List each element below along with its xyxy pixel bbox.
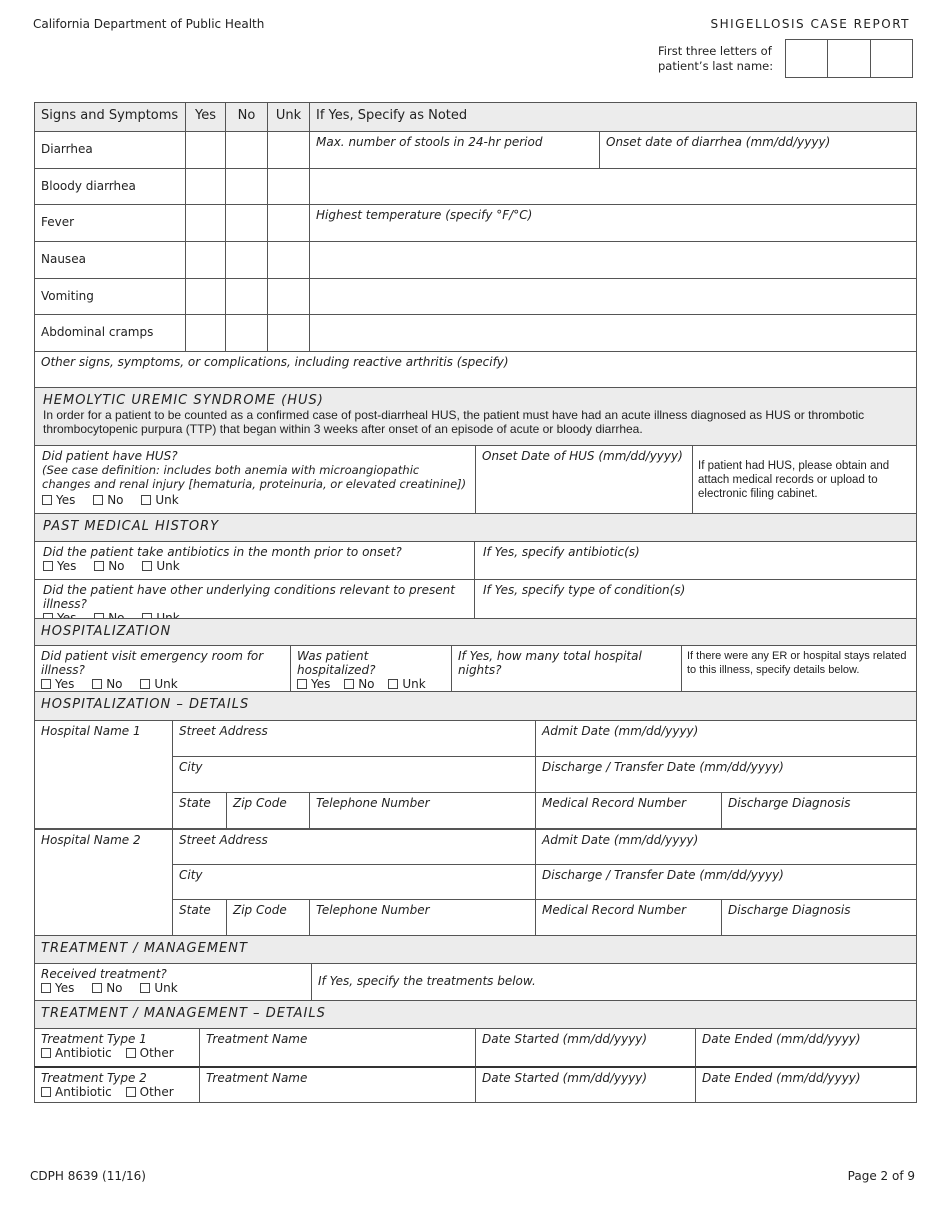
h2-zip-field[interactable]: Zip Code bbox=[226, 899, 310, 936]
t1-started-field[interactable]: Date Started (mm/dd/yyyy) bbox=[475, 1028, 696, 1067]
h1-phone-field[interactable]: Telephone Number bbox=[309, 792, 536, 829]
er-unk-checkbox[interactable] bbox=[140, 677, 177, 691]
symptom-fever: Fever bbox=[34, 204, 186, 242]
abdominal-cramps-yes-box[interactable] bbox=[185, 314, 226, 352]
symptom-bloody-diarrhea: Bloody diarrhea bbox=[34, 168, 186, 205]
max-stools-field[interactable]: Max. number of stools in 24-hr period bbox=[309, 131, 600, 169]
pmh-q1-options bbox=[43, 559, 466, 573]
hosp-no-checkbox[interactable] bbox=[344, 677, 374, 691]
h2-city-field[interactable]: City bbox=[172, 864, 536, 900]
hospital-name-1[interactable]: Hospital Name 1 bbox=[34, 720, 173, 829]
hosp-admit-question: Was patient hospitalized? bbox=[297, 649, 376, 677]
treatment-no-checkbox[interactable] bbox=[92, 981, 122, 995]
h1-discharge-field[interactable]: Discharge / Transfer Date (mm/dd/yyyy) bbox=[535, 756, 917, 793]
nausea-no-box[interactable] bbox=[225, 241, 268, 279]
hosp-admit-cell bbox=[290, 645, 452, 692]
pmh-condition-field[interactable]: If Yes, specify type of condition(s) bbox=[474, 579, 917, 619]
treatment-received-cell bbox=[34, 963, 312, 1001]
pmh-q1: Did the patient take antibiotics in the month prior to onset? bbox=[43, 545, 402, 559]
letter-box-2[interactable] bbox=[828, 40, 870, 77]
pmh-title: PAST MEDICAL HISTORY bbox=[34, 513, 917, 542]
nausea-yes-box[interactable] bbox=[185, 241, 226, 279]
t1-ended-field[interactable]: Date Ended (mm/dd/yyyy) bbox=[695, 1028, 917, 1067]
last-name-letter-boxes bbox=[785, 39, 913, 78]
option-label: Yes bbox=[311, 677, 331, 691]
letter-box-1[interactable] bbox=[786, 40, 828, 77]
page-number: Page 2 of 9 bbox=[847, 1169, 915, 1183]
option-label: Unk bbox=[154, 677, 178, 691]
option-label: Other bbox=[139, 1085, 174, 1099]
hosp-yes-checkbox[interactable] bbox=[297, 677, 330, 691]
bloody-diarrhea-no-box[interactable] bbox=[225, 168, 268, 205]
treatment-received-question: Received treatment? bbox=[41, 967, 167, 981]
hus-title: HEMOLYTIC UREMIC SYNDROME (HUS) bbox=[43, 393, 324, 408]
hus-description: In order for a patient to be counted as a confirmed case of post-diarrheal HUS, the patient must have had an acute illness diagnosed as HUS or thrombotic thrombocytopenic purpura (TTP) that began within 3 weeks after onset of an episode of acute or bloody diarrhea. bbox=[43, 408, 865, 436]
h1-street-field[interactable]: Street Address bbox=[172, 720, 536, 757]
option-label: Yes bbox=[56, 493, 76, 507]
h2-mrn-field[interactable]: Medical Record Number bbox=[535, 899, 722, 936]
pmh-q2: Did the patient have other underlying conditions relevant to present illness? bbox=[43, 583, 455, 611]
option-label: Other bbox=[139, 1046, 174, 1060]
hosp-er-options bbox=[41, 677, 284, 691]
treatment-type-1-options bbox=[41, 1046, 193, 1060]
t2-name-field[interactable]: Treatment Name bbox=[199, 1066, 476, 1103]
h1-city-field[interactable]: City bbox=[172, 756, 536, 793]
other-symptoms-field[interactable]: Other signs, symptoms, or complications, including reactive arthritis (specify) bbox=[34, 351, 917, 388]
pmh-q1-yes-checkbox[interactable] bbox=[43, 559, 76, 573]
option-label: No bbox=[108, 559, 125, 573]
h1-admit-field[interactable]: Admit Date (mm/dd/yyyy) bbox=[535, 720, 917, 757]
option-label: Unk bbox=[402, 677, 426, 691]
symptoms-header-no: No bbox=[225, 102, 268, 132]
hus-unk-checkbox[interactable] bbox=[141, 493, 178, 507]
hosp-admit-options bbox=[297, 677, 445, 691]
er-no-checkbox[interactable] bbox=[92, 677, 122, 691]
hospital-name-2[interactable]: Hospital Name 2 bbox=[34, 829, 173, 936]
hosp-nights-field[interactable]: If Yes, how many total hospital nights? bbox=[451, 645, 682, 692]
t2-other-checkbox[interactable] bbox=[126, 1085, 174, 1099]
option-label: Unk bbox=[154, 981, 178, 995]
symptom-abdominal-cramps: Abdominal cramps bbox=[34, 314, 186, 352]
option-label: Yes bbox=[55, 981, 75, 995]
vomiting-yes-box[interactable] bbox=[185, 278, 226, 315]
bloody-diarrhea-yes-box[interactable] bbox=[185, 168, 226, 205]
hus-onset-field[interactable]: Onset Date of HUS (mm/dd/yyyy) bbox=[475, 445, 693, 514]
t1-antibiotic-checkbox[interactable] bbox=[41, 1046, 112, 1060]
form-id: CDPH 8639 (11/16) bbox=[30, 1169, 146, 1183]
onset-diarrhea-field[interactable]: Onset date of diarrhea (mm/dd/yyyy) bbox=[599, 131, 917, 169]
nausea-specify[interactable] bbox=[309, 241, 917, 279]
treatment-type-2-label: Treatment Type 2 bbox=[41, 1071, 147, 1085]
symptom-vomiting: Vomiting bbox=[34, 278, 186, 315]
treatment-type-1-cell bbox=[34, 1028, 200, 1067]
treatment-specify-note: If Yes, specify the treatments below. bbox=[311, 963, 917, 1001]
h1-state-field[interactable]: State bbox=[172, 792, 227, 829]
vomiting-specify[interactable] bbox=[309, 278, 917, 315]
hus-no-checkbox[interactable] bbox=[93, 493, 123, 507]
h1-diagnosis-field[interactable]: Discharge Diagnosis bbox=[721, 792, 917, 829]
option-label: Yes bbox=[55, 677, 75, 691]
hus-section bbox=[34, 387, 917, 446]
symptom-diarrhea: Diarrhea bbox=[34, 131, 186, 169]
pmh-antibiotic-field[interactable]: If Yes, specify antibiotic(s) bbox=[474, 541, 917, 580]
hosp-details-title: HOSPITALIZATION – DETAILS bbox=[34, 691, 917, 721]
treatment-type-2-options bbox=[41, 1085, 193, 1099]
letter-box-3[interactable] bbox=[871, 40, 912, 77]
hus-question-cell bbox=[34, 445, 476, 514]
bloody-diarrhea-unk-box[interactable] bbox=[267, 168, 310, 205]
fever-unk-box[interactable] bbox=[267, 204, 310, 242]
symptoms-header-specify: If Yes, Specify as Noted bbox=[309, 102, 917, 132]
hosp-title: HOSPITALIZATION bbox=[34, 618, 917, 646]
option-label: No bbox=[358, 677, 375, 691]
h2-phone-field[interactable]: Telephone Number bbox=[309, 899, 536, 936]
treatment-unk-checkbox[interactable] bbox=[140, 981, 177, 995]
hosp-note: If there were any ER or hospital stays related to this illness, specify details below. bbox=[681, 645, 917, 692]
last-name-label: First three letters of patient’s last name: bbox=[658, 44, 774, 73]
hosp-er-question: Did patient visit emergency room for illness? bbox=[41, 649, 264, 677]
option-label: No bbox=[106, 677, 123, 691]
highest-temp-field[interactable]: Highest temperature (specify °F/°C) bbox=[309, 204, 917, 242]
pmh-q1-unk-checkbox[interactable] bbox=[142, 559, 179, 573]
option-label: No bbox=[106, 981, 123, 995]
t2-antibiotic-checkbox[interactable] bbox=[41, 1085, 112, 1099]
hus-options bbox=[42, 493, 468, 507]
diarrhea-yes-box[interactable] bbox=[185, 131, 226, 169]
abdominal-cramps-no-box[interactable] bbox=[225, 314, 268, 352]
h2-diagnosis-field[interactable]: Discharge Diagnosis bbox=[721, 899, 917, 936]
h2-discharge-field[interactable]: Discharge / Transfer Date (mm/dd/yyyy) bbox=[535, 864, 917, 900]
hus-question: Did patient have HUS? bbox=[42, 449, 178, 463]
treatment-type-2-cell bbox=[34, 1066, 200, 1103]
t2-started-field[interactable]: Date Started (mm/dd/yyyy) bbox=[475, 1066, 696, 1103]
h1-zip-field[interactable]: Zip Code bbox=[226, 792, 310, 829]
treatment-received-options bbox=[41, 981, 305, 995]
fever-no-box[interactable] bbox=[225, 204, 268, 242]
symptom-nausea: Nausea bbox=[34, 241, 186, 279]
hus-yes-checkbox[interactable] bbox=[42, 493, 75, 507]
bloody-diarrhea-specify[interactable] bbox=[309, 168, 917, 205]
symptoms-header-yes: Yes bbox=[185, 102, 226, 132]
hosp-er-cell bbox=[34, 645, 291, 692]
h2-state-field[interactable]: State bbox=[172, 899, 227, 936]
fever-yes-box[interactable] bbox=[185, 204, 226, 242]
option-label: Antibiotic bbox=[55, 1046, 112, 1060]
abdominal-cramps-specify[interactable] bbox=[309, 314, 917, 352]
treatment-yes-checkbox[interactable] bbox=[41, 981, 74, 995]
vomiting-unk-box[interactable] bbox=[267, 278, 310, 315]
t1-name-field[interactable]: Treatment Name bbox=[199, 1028, 476, 1067]
nausea-unk-box[interactable] bbox=[267, 241, 310, 279]
abdominal-cramps-unk-box[interactable] bbox=[267, 314, 310, 352]
hus-records-note: If patient had HUS, please obtain and attach medical records or upload to electronic filing cabinet. bbox=[692, 445, 917, 514]
option-label: Antibiotic bbox=[55, 1085, 112, 1099]
h2-admit-field[interactable]: Admit Date (mm/dd/yyyy) bbox=[535, 829, 917, 865]
option-label: No bbox=[107, 493, 124, 507]
option-label: Yes bbox=[57, 559, 77, 573]
pmh-q2-cell bbox=[34, 579, 475, 619]
option-label: Unk bbox=[156, 559, 180, 573]
er-yes-checkbox[interactable] bbox=[41, 677, 74, 691]
pmh-q1-cell bbox=[34, 541, 475, 580]
treatment-details-title: TREATMENT / MANAGEMENT – DETAILS bbox=[34, 1000, 917, 1029]
h1-mrn-field[interactable]: Medical Record Number bbox=[535, 792, 722, 829]
hus-question-note: (See case definition: includes both anemia with microangiopathic changes and renal injury [hematuria, proteinuria, or elevated creatinine]) bbox=[42, 463, 467, 491]
option-label: Unk bbox=[155, 493, 179, 507]
diarrhea-unk-box[interactable] bbox=[267, 131, 310, 169]
symptoms-header-label: Signs and Symptoms bbox=[34, 102, 186, 132]
h2-street-field[interactable]: Street Address bbox=[172, 829, 536, 865]
agency-name: California Department of Public Health bbox=[33, 17, 265, 31]
symptoms-header-unk: Unk bbox=[267, 102, 310, 132]
treatment-type-1-label: Treatment Type 1 bbox=[41, 1032, 147, 1046]
vomiting-no-box[interactable] bbox=[225, 278, 268, 315]
t1-other-checkbox[interactable] bbox=[126, 1046, 174, 1060]
report-title: SHIGELLOSIS CASE REPORT bbox=[710, 17, 910, 31]
t2-ended-field[interactable]: Date Ended (mm/dd/yyyy) bbox=[695, 1066, 917, 1103]
diarrhea-no-box[interactable] bbox=[225, 131, 268, 169]
pmh-q1-no-checkbox[interactable] bbox=[94, 559, 124, 573]
hosp-unk-checkbox[interactable] bbox=[388, 677, 425, 691]
treatment-title: TREATMENT / MANAGEMENT bbox=[34, 935, 917, 964]
